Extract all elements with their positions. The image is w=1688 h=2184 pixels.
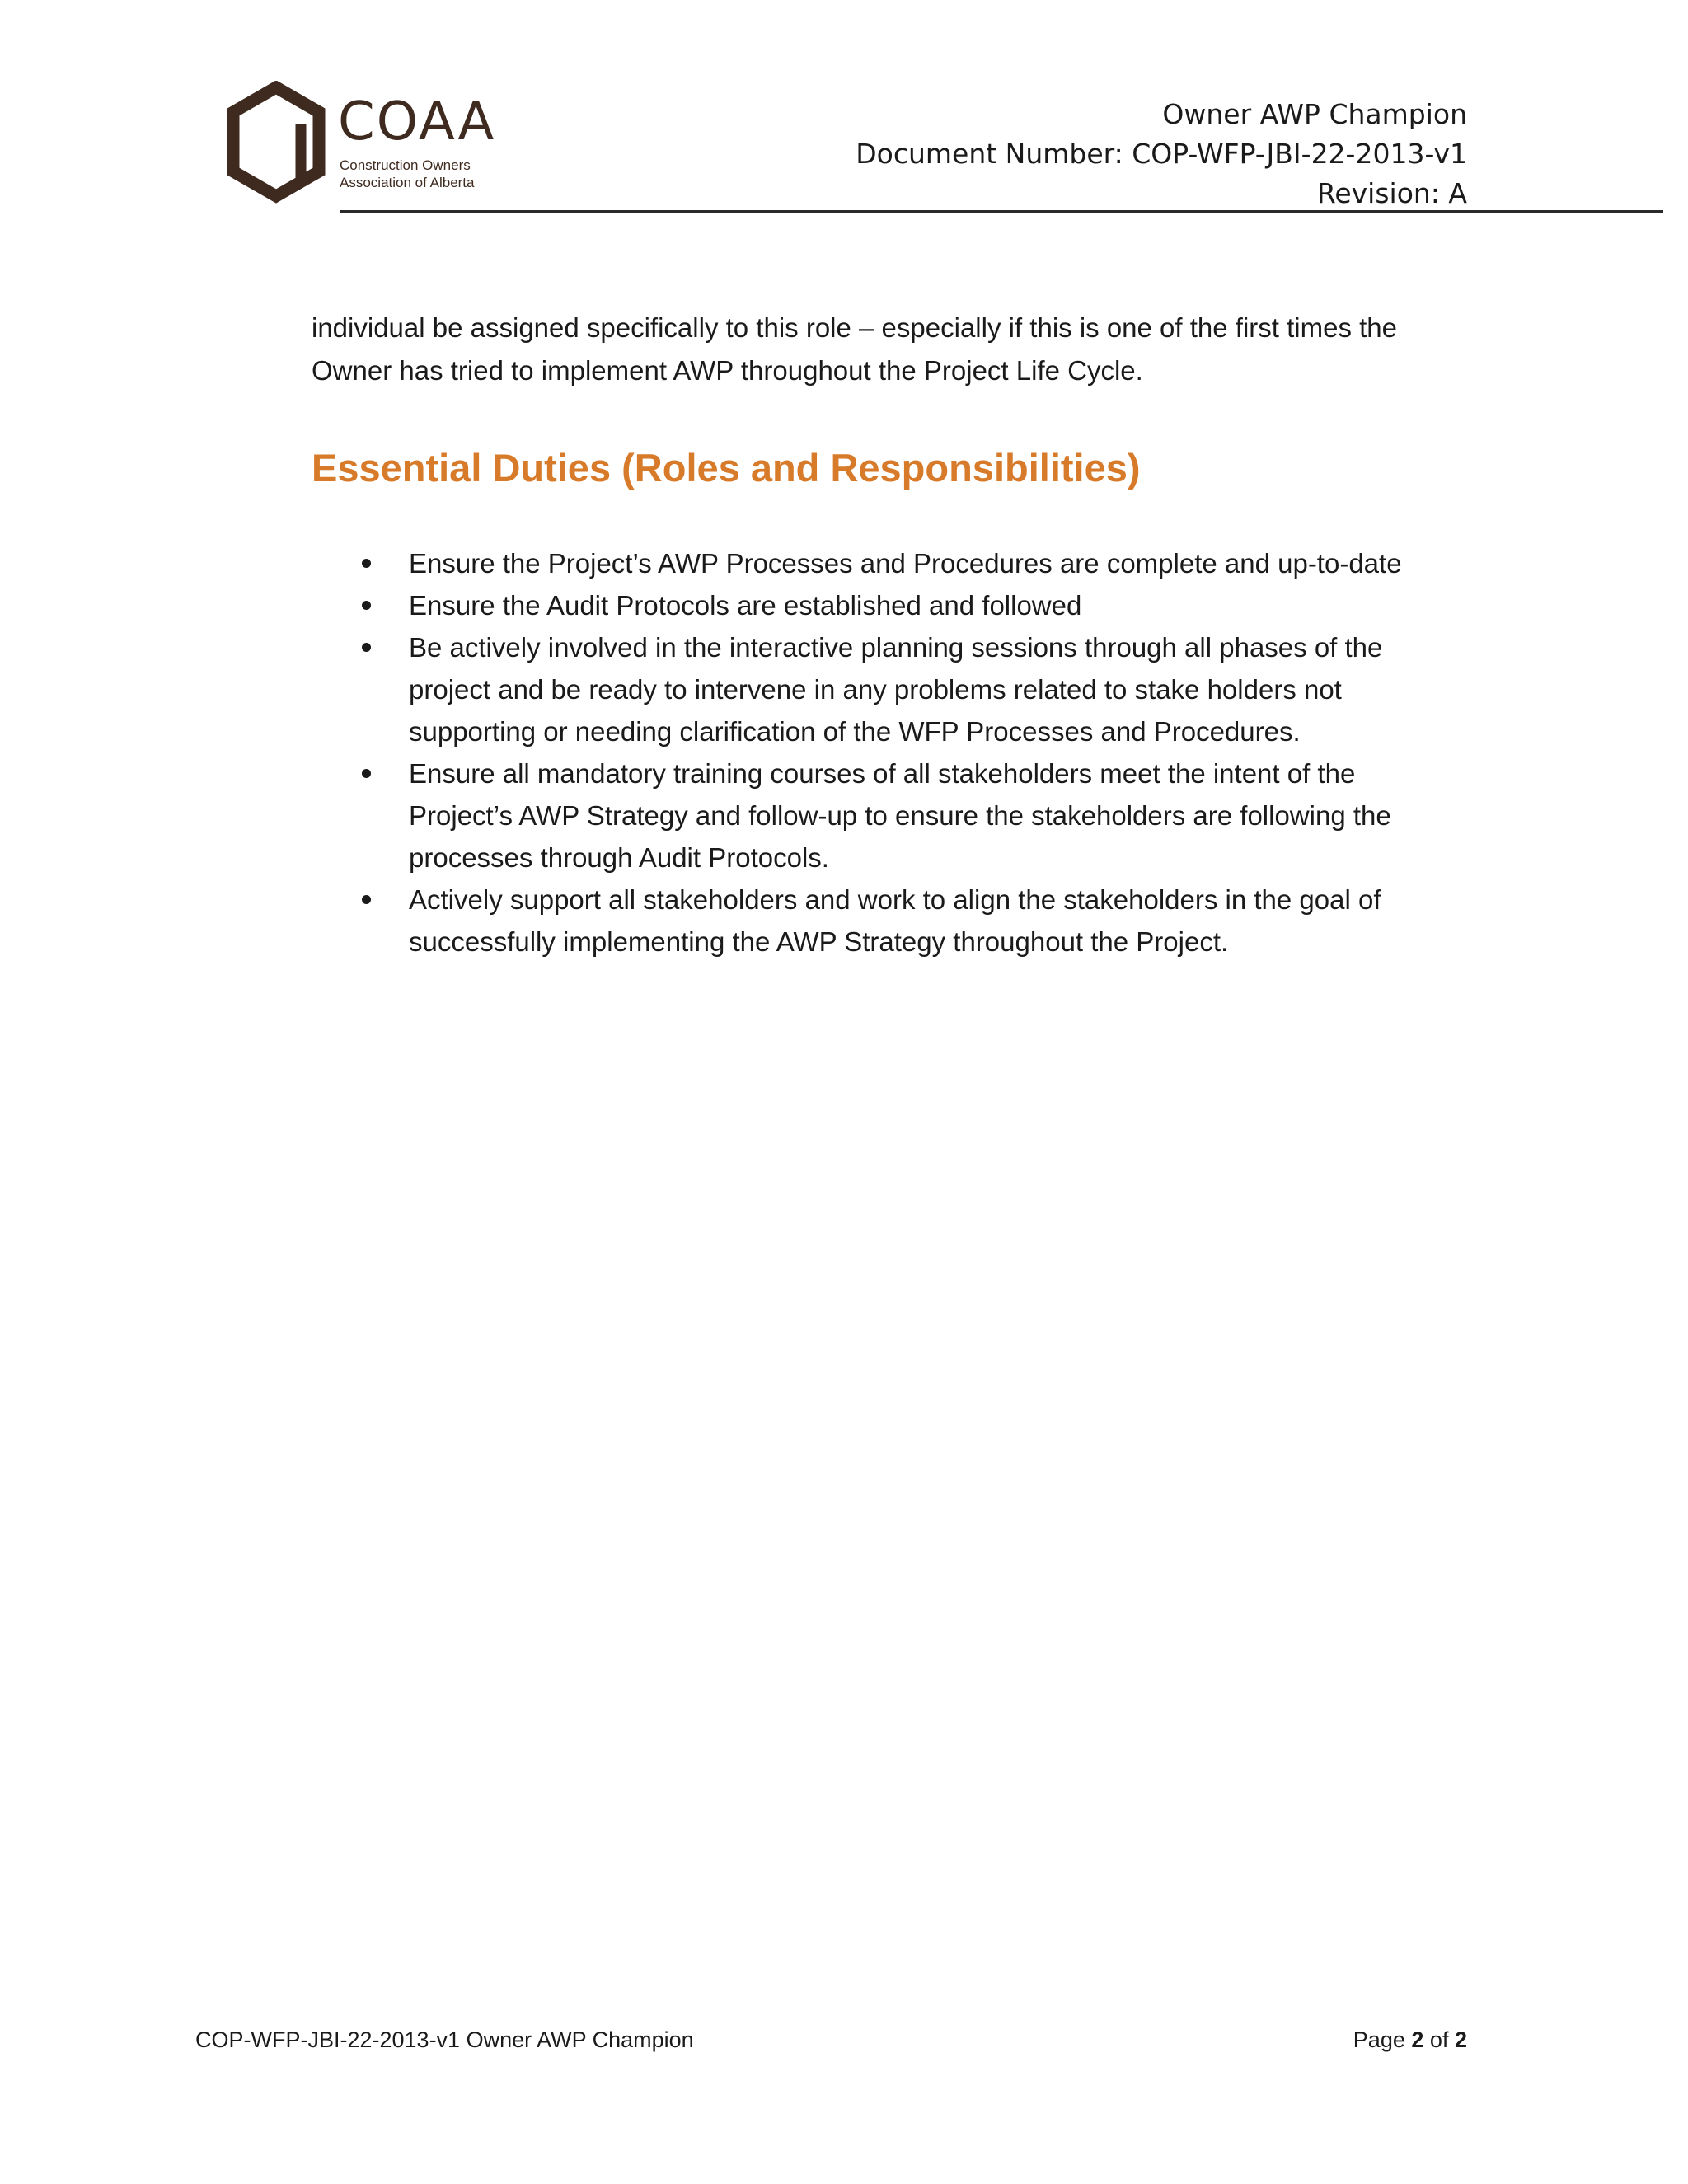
header-document-number: Document Number: COP-WFP-JBI-22-2013-v1 <box>856 138 1467 170</box>
list-item <box>312 584 1432 626</box>
document-footer <box>195 2023 1467 2056</box>
logo-name: COAA <box>338 91 496 152</box>
list-item <box>312 542 1432 584</box>
list-item-text: Ensure the Audit Protocols are established and followed <box>409 590 1082 621</box>
list-item-text: Actively support all stakeholders and work to align the stakeholders in the goal of successfully implementing the AWP Strategy throughout the Project. <box>409 884 1381 957</box>
list-item <box>312 752 1432 879</box>
page-total: 2 <box>1454 2027 1467 2052</box>
list-item-text: Be actively involved in the interactive planning sessions through all phases of the project and be ready to intervene in any problems related to stake holders not supporting or needing clarification of the WFP Processes and Procedures. <box>409 632 1383 747</box>
footer-document-title: COP-WFP-JBI-22-2013-v1 Owner AWP Champion <box>195 2027 694 2052</box>
bullet-icon <box>362 559 371 568</box>
list-item-text: Ensure all mandatory training courses of all stakeholders meet the intent of the Project’s AWP Strategy and follow-up to ensure the stakeholders are following the processes through Audit Protocols. <box>409 758 1391 873</box>
header-revision: Revision: A <box>1316 177 1467 209</box>
page-number <box>1353 2023 1467 2056</box>
page-of: of <box>1429 2027 1449 2052</box>
page-current: 2 <box>1411 2027 1424 2052</box>
coaa-logo <box>227 81 507 204</box>
document-header <box>856 95 1467 213</box>
list-item <box>312 626 1432 752</box>
list-item-text: Ensure the Project’s AWP Processes and Procedures are complete and up-to-date <box>409 548 1402 579</box>
logo-subtitle <box>340 157 474 191</box>
document-body <box>312 307 1432 963</box>
bullet-icon <box>362 895 371 904</box>
list-item <box>312 879 1432 963</box>
logo-subtitle-line-2: Association of Alberta <box>340 175 475 190</box>
intro-paragraph: individual be assigned specifically to this role – especially if this is one of the first times the Owner has tried to implement AWP throughout the Project Life Cycle. <box>312 312 1397 386</box>
bullet-icon <box>362 769 371 778</box>
logo-subtitle-line-1: Construction Owners <box>340 157 471 173</box>
section-heading: Essential Duties (Roles and Responsibilities) <box>312 446 1141 490</box>
duties-list <box>312 542 1432 963</box>
bullet-icon <box>362 601 371 610</box>
header-divider <box>340 210 1663 213</box>
bullet-icon <box>362 643 371 652</box>
hexagon-logo-icon <box>227 81 334 204</box>
header-title: Owner AWP Champion <box>1162 98 1467 130</box>
page-label: Page <box>1353 2027 1405 2052</box>
